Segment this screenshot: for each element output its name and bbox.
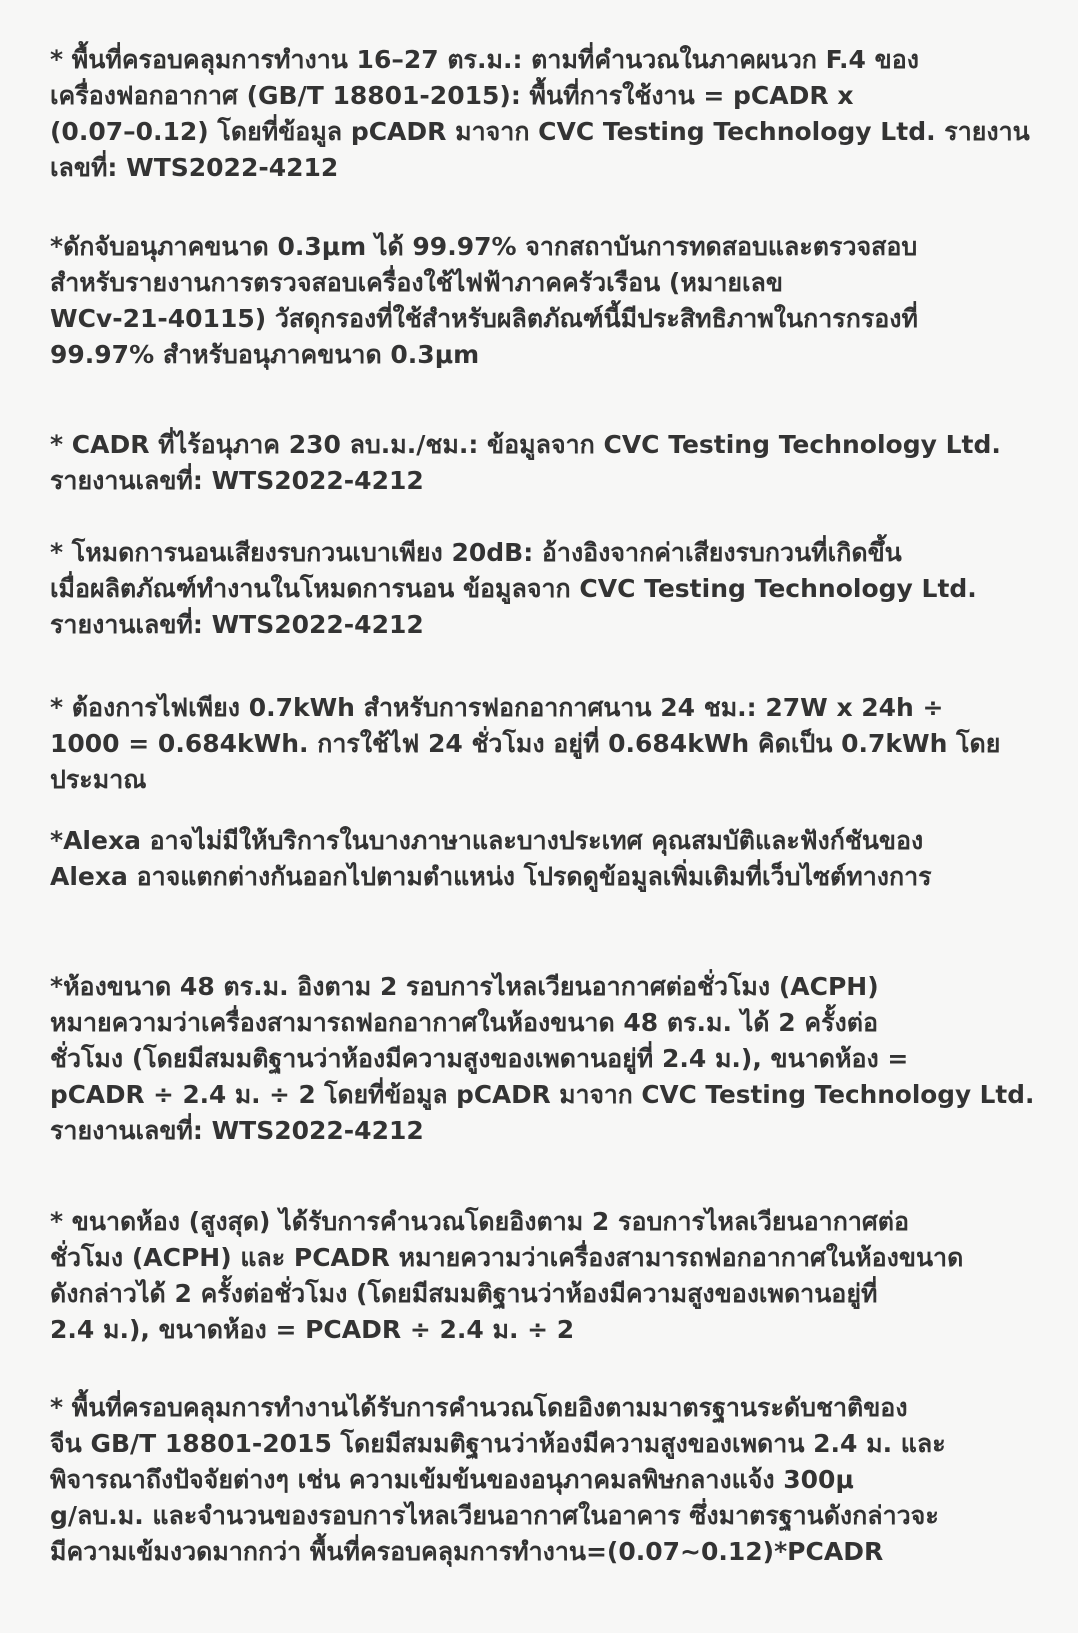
footnote-line: รายงานเลขที่: WTS2022-4212 bbox=[50, 610, 424, 639]
footnote-line: ประมาณ bbox=[50, 765, 147, 794]
footnote-line: เครื่องฟอกอากาศ (GB/T 18801-2015): พื้นที่การใช้งาน = pCADR x bbox=[50, 81, 854, 110]
footnote-line: * ขนาดห้อง (สูงสุด) ได้รับการคำนวณโดยอิงตาม 2 รอบการไหลเวียนอากาศต่อ bbox=[50, 1207, 909, 1236]
footnote-cadr bbox=[50, 427, 1040, 499]
footnote-line: เลขที่: WTS2022-4212 bbox=[50, 153, 339, 182]
footnote-line: pCADR ÷ 2.4 ม. ÷ 2 โดยที่ข้อมูล pCADR มาจาก CVC Testing Technology Ltd. bbox=[50, 1080, 1035, 1109]
footnote-sleep-mode bbox=[50, 535, 1040, 643]
footnote-line: Alexa อาจแตกต่างกันออกไปตามตำแหน่ง โปรดดูข้อมูลเพิ่มเติมที่เว็บไซต์ทางการ bbox=[50, 862, 932, 891]
footnote-particle-capture bbox=[50, 229, 1040, 373]
footnote-line: รายงานเลขที่: WTS2022-4212 bbox=[50, 466, 424, 495]
footnote-line: g/ลบ.ม. และจำนวนของรอบการไหลเวียนอากาศในอาคาร ซึ่งมาตรฐานดังกล่าวจะ bbox=[50, 1501, 939, 1530]
footnote-line: เมื่อผลิตภัณฑ์ทำงานในโหมดการนอน ข้อมูลจาก CVC Testing Technology Ltd. bbox=[50, 574, 977, 603]
footnote-line: ดังกล่าวได้ 2 ครั้งต่อชั่วโมง (โดยมีสมมติฐานว่าห้องมีความสูงของเพดานอยู่ที่ bbox=[50, 1279, 878, 1308]
footnote-line: WCv-21-40115) วัสดุกรองที่ใช้สำหรับผลิตภัณฑ์นี้มีประสิทธิภาพในการกรองที่ bbox=[50, 304, 918, 333]
footnote-line: 99.97% สำหรับอนุภาคขนาด 0.3μm bbox=[50, 340, 480, 369]
footnote-line: รายงานเลขที่: WTS2022-4212 bbox=[50, 1116, 424, 1145]
footnote-line: * ต้องการไฟเพียง 0.7kWh สำหรับการฟอกอากาศนาน 24 ชม.: 27W x 24h ÷ bbox=[50, 693, 944, 722]
footnote-line: * พื้นที่ครอบคลุมการทำงาน 16–27 ตร.ม.: ตามที่คำนวณในภาคผนวก F.4 ของ bbox=[50, 45, 919, 74]
footnote-coverage-area bbox=[50, 42, 1040, 186]
footnote-max-room-size bbox=[50, 1204, 1040, 1348]
footnote-line: มีความเข้มงวดมากกว่า พื้นที่ครอบคลุมการทำงาน=(0.07~0.12)*PCADR bbox=[50, 1537, 884, 1566]
footnote-line: สำหรับรายงานการตรวจสอบเครื่องใช้ไฟฟ้าภาคครัวเรือน (หมายเลข bbox=[50, 268, 783, 297]
footnote-line: * พื้นที่ครอบคลุมการทำงานได้รับการคำนวณโดยอิงตามมาตรฐานระดับชาติของ bbox=[50, 1393, 908, 1422]
footnote-line: 2.4 ม.), ขนาดห้อง = PCADR ÷ 2.4 ม. ÷ 2 bbox=[50, 1315, 575, 1344]
footnote-alexa bbox=[50, 823, 1040, 895]
footnote-line: ชั่วโมง (โดยมีสมมติฐานว่าห้องมีความสูงของเพดานอยู่ที่ 2.4 ม.), ขนาดห้อง = bbox=[50, 1044, 909, 1073]
footnote-line: หมายความว่าเครื่องสามารถฟอกอากาศในห้องขนาด 48 ตร.ม. ได้ 2 ครั้งต่อ bbox=[50, 1008, 878, 1037]
footnote-coverage-standard bbox=[50, 1390, 1040, 1570]
footnote-power-usage bbox=[50, 690, 1040, 798]
footnote-line: * โหมดการนอนเสียงรบกวนเบาเพียง 20dB: อ้างอิงจากค่าเสียงรบกวนที่เกิดขึ้น bbox=[50, 538, 902, 567]
footnote-line: *ห้องขนาด 48 ตร.ม. อิงตาม 2 รอบการไหลเวียนอากาศต่อชั่วโมง (ACPH) bbox=[50, 972, 879, 1001]
footnote-line: จีน GB/T 18801-2015 โดยมีสมมติฐานว่าห้องมีความสูงของเพดาน 2.4 ม. และ bbox=[50, 1429, 946, 1458]
footnote-line: * CADR ที่ไร้อนุภาค 230 ลบ.ม./ชม.: ข้อมูลจาก CVC Testing Technology Ltd. bbox=[50, 430, 1001, 459]
footnote-line: (0.07–0.12) โดยที่ข้อมูล pCADR มาจาก CVC Testing Technology Ltd. รายงาน bbox=[50, 117, 1030, 146]
footnote-room-size bbox=[50, 969, 1040, 1149]
footnote-line: 1000 = 0.684kWh. การใช้ไฟ 24 ชั่วโมง อยู่ที่ 0.684kWh คิดเป็น 0.7kWh โดย bbox=[50, 729, 1001, 758]
footnote-line: ชั่วโมง (ACPH) และ PCADR หมายความว่าเครื่องสามารถฟอกอากาศในห้องขนาด bbox=[50, 1243, 964, 1272]
footnote-line: พิจารณาถึงปัจจัยต่างๆ เช่น ความเข้มข้นของอนุภาคมลพิษกลางแจ้ง 300μ bbox=[50, 1465, 854, 1494]
footnote-line: *Alexa อาจไม่มีให้บริการในบางภาษาและบางประเทศ คุณสมบัติและฟังก์ชันของ bbox=[50, 826, 924, 855]
footnote-line: *ดักจับอนุภาคขนาด 0.3μm ได้ 99.97% จากสถาบันการทดสอบและตรวจสอบ bbox=[50, 232, 918, 261]
